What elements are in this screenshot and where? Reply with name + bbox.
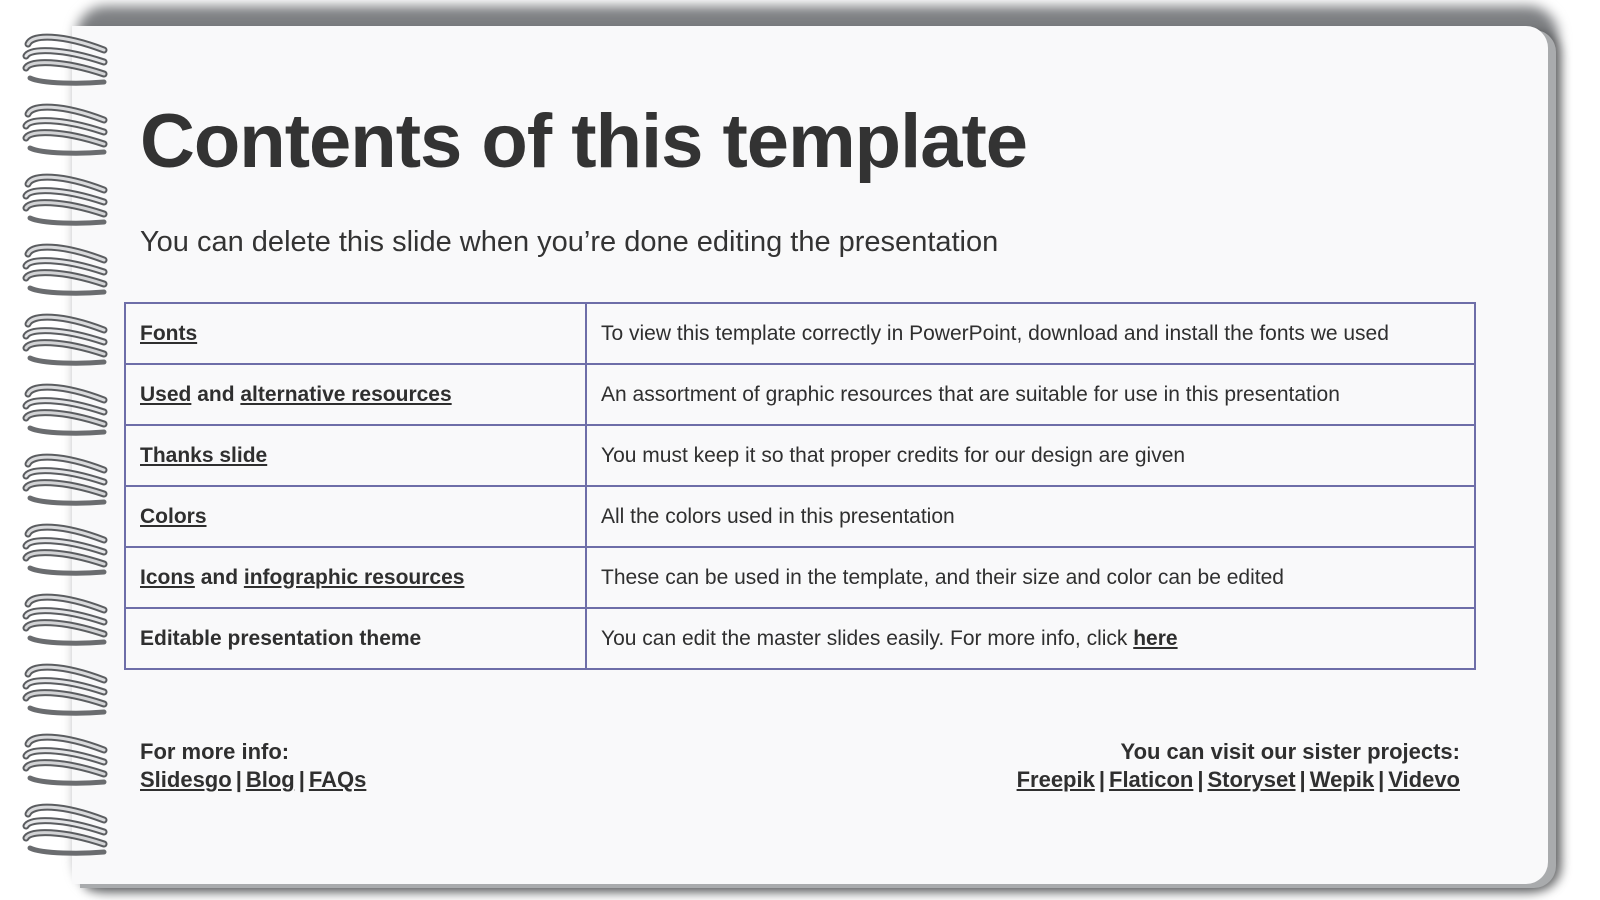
table-row bbox=[125, 303, 1475, 364]
spiral-ring-icon bbox=[22, 242, 110, 298]
spiral-ring-icon bbox=[22, 732, 110, 788]
footer-sister-projects-label: You can visit our sister projects: bbox=[1120, 739, 1460, 764]
table-row bbox=[125, 547, 1475, 608]
link-separator: | bbox=[1299, 767, 1306, 792]
footer-more-info-label: For more info: bbox=[140, 739, 290, 764]
footer-more-info bbox=[140, 738, 366, 794]
table-link[interactable]: infographic resources bbox=[243, 565, 465, 589]
spiral-ring-icon bbox=[22, 522, 110, 578]
table-text: All the colors used in this presentation bbox=[601, 504, 955, 528]
table-text: These can be used in the template, and their size and color can be edited bbox=[601, 565, 1284, 589]
table-cell-description bbox=[586, 486, 1475, 547]
table-cell-topic bbox=[125, 364, 586, 425]
footer-sister-projects-links bbox=[1017, 766, 1460, 794]
table-cell-description bbox=[586, 608, 1475, 669]
table-text: An assortment of graphic resources that are suitable for use in this presentation bbox=[601, 382, 1340, 406]
footer-link-storyset[interactable]: Storyset bbox=[1207, 767, 1296, 792]
footer-sister-projects bbox=[1017, 738, 1460, 794]
table-link[interactable]: Used bbox=[140, 382, 192, 406]
table-text: and bbox=[191, 382, 241, 406]
link-separator: | bbox=[298, 767, 305, 792]
spiral-ring-icon bbox=[22, 102, 110, 158]
table-cell-topic bbox=[125, 303, 586, 364]
table-text: You can edit the master slides easily. For more info, click bbox=[601, 626, 1134, 650]
table-link[interactable]: Fonts bbox=[140, 321, 198, 345]
table-cell-topic bbox=[125, 547, 586, 608]
spiral-ring-icon bbox=[22, 172, 110, 228]
slide-title: Contents of this template bbox=[140, 99, 1028, 184]
table-row bbox=[125, 608, 1475, 669]
table-text: Editable presentation theme bbox=[140, 626, 422, 650]
link-separator: | bbox=[1098, 767, 1105, 792]
table-row bbox=[125, 364, 1475, 425]
contents-table bbox=[124, 302, 1476, 670]
spiral-ring-icon bbox=[22, 312, 110, 368]
spiral-ring-icon bbox=[22, 592, 110, 648]
table-link[interactable]: alternative resources bbox=[240, 382, 452, 406]
footer-more-info-links bbox=[140, 766, 366, 794]
table-cell-topic bbox=[125, 425, 586, 486]
table-text: and bbox=[194, 565, 244, 589]
footer-link-slidesgo[interactable]: Slidesgo bbox=[140, 767, 232, 792]
spiral-ring-icon bbox=[22, 662, 110, 718]
table-cell-description bbox=[586, 547, 1475, 608]
table-link[interactable]: Icons bbox=[140, 565, 195, 589]
table-cell-description bbox=[586, 303, 1475, 364]
table-cell-description bbox=[586, 364, 1475, 425]
footer-link-videvo[interactable]: Videvo bbox=[1388, 767, 1460, 792]
slide-subtitle: You can delete this slide when you’re done editing the presentation bbox=[140, 226, 999, 258]
table-row bbox=[125, 486, 1475, 547]
link-separator: | bbox=[1378, 767, 1385, 792]
table-cell-topic bbox=[125, 486, 586, 547]
spiral-ring-icon bbox=[22, 802, 110, 858]
spiral-ring-icon bbox=[22, 382, 110, 438]
footer-link-flaticon[interactable]: Flaticon bbox=[1109, 767, 1194, 792]
footer-link-freepik[interactable]: Freepik bbox=[1016, 767, 1095, 792]
link-separator: | bbox=[235, 767, 242, 792]
table-link[interactable]: Colors bbox=[140, 504, 207, 528]
spiral-ring-icon bbox=[22, 32, 110, 88]
spiral-ring-icon bbox=[22, 452, 110, 508]
table-text: You must keep it so that proper credits for our design are given bbox=[601, 443, 1186, 467]
table-link[interactable]: Thanks slide bbox=[140, 443, 268, 467]
footer-link-wepik[interactable]: Wepik bbox=[1309, 767, 1375, 792]
table-text: To view this template correctly in PowerPoint, download and install the fonts we used bbox=[601, 321, 1389, 345]
link-separator: | bbox=[1197, 767, 1204, 792]
table-link[interactable]: here bbox=[1133, 626, 1178, 650]
table-cell-description bbox=[586, 425, 1475, 486]
table-row bbox=[125, 425, 1475, 486]
footer-link-faqs[interactable]: FAQs bbox=[308, 767, 367, 792]
table-cell-topic bbox=[125, 608, 586, 669]
footer-link-blog[interactable]: Blog bbox=[245, 767, 295, 792]
